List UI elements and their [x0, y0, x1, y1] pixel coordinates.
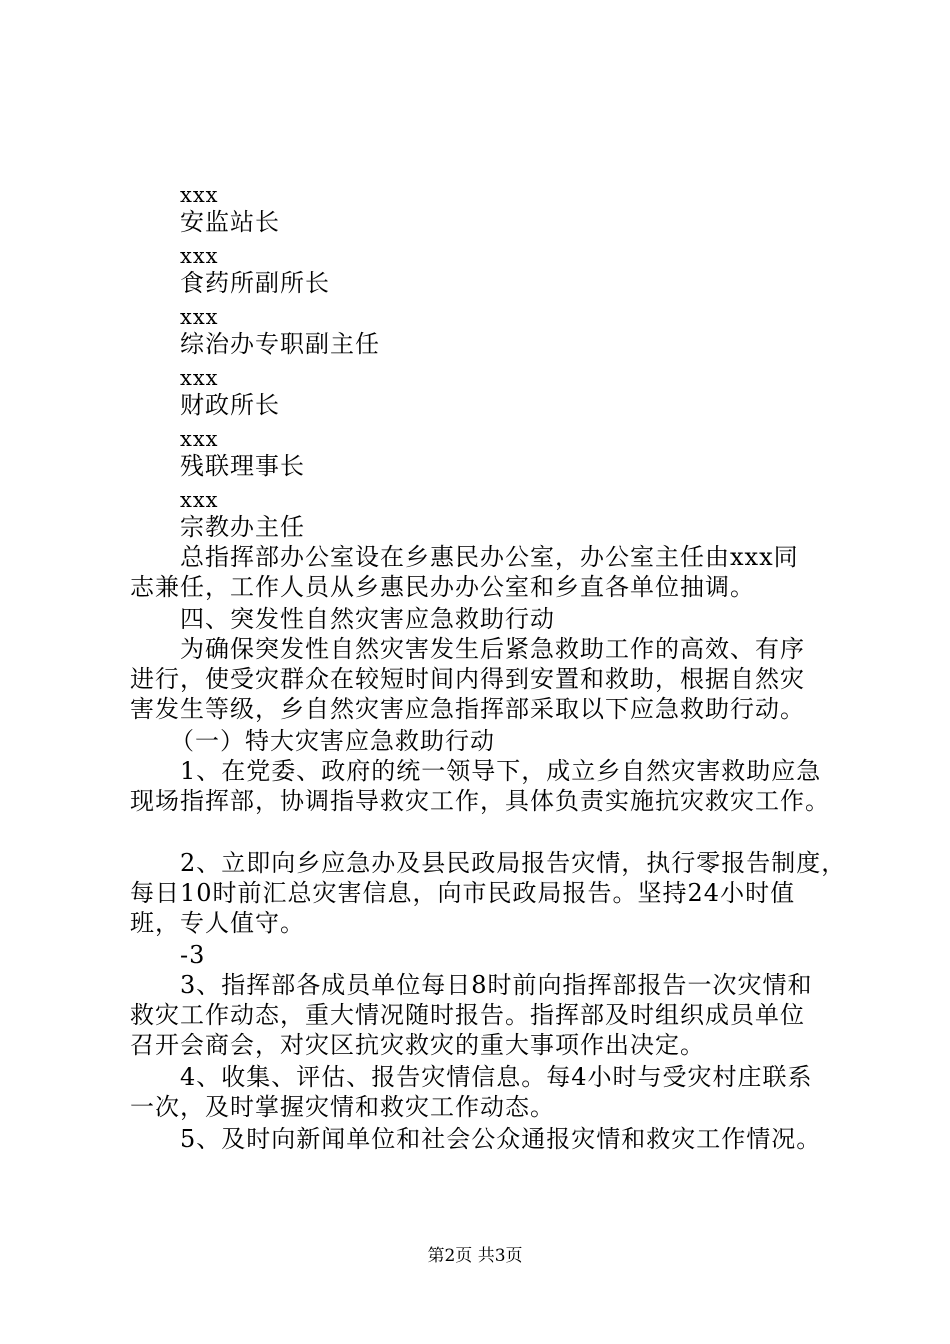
text-line: 安监站长 [180, 208, 280, 236]
text-line: 残联理事长 [180, 452, 305, 480]
text-line: 召开会商会，对灾区抗灾救灾的重大事项作出决定。 [130, 1031, 705, 1059]
text-line: xxx [180, 183, 219, 207]
text-line: xxx [180, 244, 219, 268]
section-heading: 四、突发性自然灾害应急救助行动 [180, 605, 555, 633]
text-line: 财政所长 [180, 391, 280, 419]
text-line: 志兼任，工作人员从乡惠民办办公室和乡直各单位抽调。 [130, 573, 755, 601]
page-marker: -3 [180, 941, 206, 969]
text-line: xxx [180, 427, 219, 451]
text-line: 为确保突发性自然灾害发生后紧急救助工作的高效、有序 [180, 635, 805, 663]
text-line: 综治办专职副主任 [180, 330, 380, 358]
text-line: 现场指挥部，协调指导救灾工作，具体负责实施抗灾救灾工作。 [130, 787, 830, 815]
text-line: xxx [180, 488, 219, 512]
text-line: 进行，使受灾群众在较短时间内得到安置和救助，根据自然灾 [130, 665, 805, 693]
text-line: 3、指挥部各成员单位每日8时前向指挥部报告一次灾情和 [180, 971, 813, 999]
text-line: 害发生等级，乡自然灾害应急指挥部采取以下应急救助行动。 [130, 695, 805, 723]
text-line: 食药所副所长 [180, 269, 330, 297]
subsection-heading: （一）特大灾害应急救助行动 [170, 727, 495, 755]
text-line: 宗教办主任 [180, 513, 305, 541]
page-footer: 第2页 共3页 [427, 1246, 523, 1266]
text-line: 1、在党委、政府的统一领导下，成立乡自然灾害救助应急 [180, 757, 822, 785]
text-line: 救灾工作动态，重大情况随时报告。指挥部及时组织成员单位 [130, 1001, 805, 1029]
text-line: xxx [180, 305, 219, 329]
text-line: 每日10时前汇总灾害信息，向市民政局报告。坚持24小时值 [130, 879, 796, 907]
text-line: 5、及时向新闻单位和社会公众通报灾情和救灾工作情况。 [180, 1125, 822, 1153]
text-line: xxx [180, 366, 219, 390]
text-line: 班，专人值守。 [130, 909, 305, 937]
text-line: 4、收集、评估、报告灾情信息。每4小时与受灾村庄联系 [180, 1063, 813, 1091]
text-line: 一次，及时掌握灾情和救灾工作动态。 [130, 1093, 555, 1121]
text-line: 2、立即向乡应急办及县民政局报告灾情，执行零报告制度， [180, 849, 847, 877]
text-line: 总指挥部办公室设在乡惠民办公室，办公室主任由xxx同 [180, 543, 799, 571]
